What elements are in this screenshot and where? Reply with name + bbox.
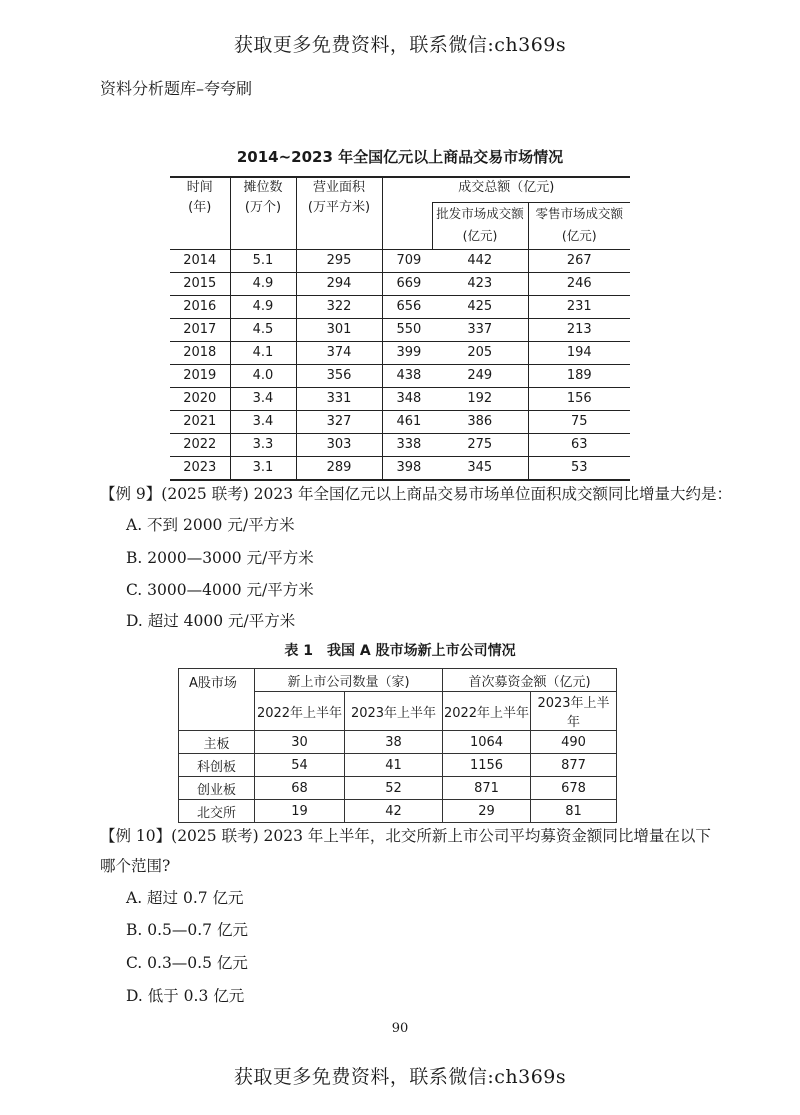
cell-stalls: 4.9	[230, 272, 296, 295]
cell-wholesale: 386	[432, 410, 528, 433]
market-table	[170, 176, 630, 481]
page-number: 90	[391, 1021, 409, 1036]
question10-option-c: C. 0.3—0.5 亿元	[126, 954, 248, 972]
col-time-unit: (年)	[188, 200, 212, 215]
cell-retail: 189	[528, 364, 630, 387]
col-wholesale-label: 批发市场成交额	[436, 206, 524, 221]
question9-option-b: B. 2000—3000 元/平方米	[126, 549, 314, 567]
cell-area: 374	[296, 341, 382, 364]
cell-total: 438	[382, 364, 432, 387]
cell-area: 295	[296, 249, 382, 272]
cell-year: 2023	[170, 456, 230, 480]
market-table-body	[170, 249, 630, 480]
cell-stalls: 5.1	[230, 249, 296, 272]
table-row	[179, 777, 617, 800]
cell-year: 2021	[170, 410, 230, 433]
cell-wholesale: 423	[432, 272, 528, 295]
cell-area: 301	[296, 318, 382, 341]
table-row	[170, 341, 630, 364]
cell-stalls: 4.1	[230, 341, 296, 364]
cell-year: 2016	[170, 295, 230, 318]
col-wholesale-unit: (亿元)	[462, 228, 498, 243]
col-retail-label: 零售市场成交额	[535, 206, 623, 221]
cell-year: 2019	[170, 364, 230, 387]
top-banner: 获取更多免费资料，联系微信:ch369s	[233, 34, 567, 56]
question9-option-c: C. 3000—4000 元/平方米	[126, 581, 314, 599]
question9-stem: 【例 9】(2025 联考) 2023 年全国亿元以上商品交易市场单位面积成交额同比增量大约是：	[100, 485, 733, 503]
cell-count-2022: 30	[255, 731, 345, 754]
cell-stalls: 4.0	[230, 364, 296, 387]
ipo-table-body	[179, 731, 617, 823]
cell-count-2022: 19	[255, 800, 345, 823]
cell-total: 656	[382, 295, 432, 318]
cell-market: 创业板	[179, 777, 255, 800]
col-header-market: A股市场	[179, 669, 255, 731]
cell-total: 669	[382, 272, 432, 295]
col-area-unit: (万平方米)	[307, 200, 371, 215]
cell-wholesale: 192	[432, 387, 528, 410]
table-row	[170, 295, 630, 318]
table2-title: 表 1 我国 A 股市场新上市公司情况	[284, 643, 516, 659]
cell-year: 2014	[170, 249, 230, 272]
cell-retail: 213	[528, 318, 630, 341]
cell-area: 322	[296, 295, 382, 318]
table-row	[170, 272, 630, 295]
cell-area: 289	[296, 456, 382, 480]
table-row	[170, 249, 630, 272]
col-header-stalls	[230, 177, 296, 249]
cell-total: 399	[382, 341, 432, 364]
cell-retail: 156	[528, 387, 630, 410]
cell-funds-2023: 877	[531, 754, 617, 777]
col-time-label: 时间	[186, 180, 213, 195]
col-area-label: 营业面积	[312, 180, 365, 195]
col-header-time	[170, 177, 230, 249]
col-header-funds-2023: 2023年上半年	[531, 692, 617, 731]
cell-stalls: 3.4	[230, 387, 296, 410]
col-header-total-blank	[382, 203, 432, 250]
cell-funds-2022: 1064	[443, 731, 531, 754]
cell-count-2023: 38	[345, 731, 443, 754]
cell-retail: 267	[528, 249, 630, 272]
table-row	[179, 731, 617, 754]
cell-market: 主板	[179, 731, 255, 754]
cell-market: 科创板	[179, 754, 255, 777]
table-row	[170, 364, 630, 387]
question10-stem-line1: 【例 10】(2025 联考) 2023 年上半年，北交所新上市公司平均募资金额同比增量在以下	[100, 827, 711, 845]
cell-area: 356	[296, 364, 382, 387]
cell-retail: 53	[528, 456, 630, 480]
cell-retail: 194	[528, 341, 630, 364]
question10-option-a: A. 超过 0.7 亿元	[126, 889, 244, 907]
cell-count-2022: 54	[255, 754, 345, 777]
cell-year: 2015	[170, 272, 230, 295]
cell-wholesale: 442	[432, 249, 528, 272]
cell-wholesale: 205	[432, 341, 528, 364]
cell-retail: 246	[528, 272, 630, 295]
col-header-retail	[528, 203, 630, 250]
cell-total: 550	[382, 318, 432, 341]
cell-area: 294	[296, 272, 382, 295]
cell-retail: 75	[528, 410, 630, 433]
cell-funds-2022: 871	[443, 777, 531, 800]
col-header-count-2022: 2022年上半年	[255, 692, 345, 731]
table-row	[179, 800, 617, 823]
cell-total: 709	[382, 249, 432, 272]
cell-year: 2022	[170, 433, 230, 456]
cell-total: 338	[382, 433, 432, 456]
cell-funds-2023: 678	[531, 777, 617, 800]
question9-option-a: A. 不到 2000 元/平方米	[126, 516, 295, 534]
cell-total: 461	[382, 410, 432, 433]
cell-wholesale: 275	[432, 433, 528, 456]
cell-funds-2023: 81	[531, 800, 617, 823]
cell-retail: 63	[528, 433, 630, 456]
table-row	[170, 433, 630, 456]
table-row	[170, 410, 630, 433]
question10-stem-line2: 哪个范围?	[100, 857, 171, 875]
cell-market: 北交所	[179, 800, 255, 823]
cell-year: 2018	[170, 341, 230, 364]
cell-total: 348	[382, 387, 432, 410]
cell-stalls: 4.5	[230, 318, 296, 341]
cell-wholesale: 345	[432, 456, 528, 480]
col-header-count-2023: 2023年上半年	[345, 692, 443, 731]
cell-year: 2020	[170, 387, 230, 410]
cell-stalls: 3.1	[230, 456, 296, 480]
col-header-funds: 首次募资金额（亿元)	[443, 669, 617, 692]
table-row	[170, 387, 630, 410]
col-header-count: 新上市公司数量（家)	[255, 669, 443, 692]
cell-stalls: 4.9	[230, 295, 296, 318]
ipo-table	[178, 668, 617, 823]
cell-count-2023: 41	[345, 754, 443, 777]
cell-retail: 231	[528, 295, 630, 318]
page-header: 资料分析题库–夸夸刷	[100, 79, 253, 98]
question9-option-d: D. 超过 4000 元/平方米	[126, 612, 296, 630]
question10-option-b: B. 0.5—0.7 亿元	[126, 921, 248, 939]
cell-funds-2022: 29	[443, 800, 531, 823]
col-header-area	[296, 177, 382, 249]
cell-wholesale: 249	[432, 364, 528, 387]
cell-funds-2023: 490	[531, 731, 617, 754]
cell-count-2023: 52	[345, 777, 443, 800]
col-stalls-label: 摊位数	[243, 180, 283, 195]
col-header-wholesale	[432, 203, 528, 250]
cell-area: 331	[296, 387, 382, 410]
cell-area: 327	[296, 410, 382, 433]
cell-stalls: 3.4	[230, 410, 296, 433]
col-header-funds-2022: 2022年上半年	[443, 692, 531, 731]
table-row	[170, 318, 630, 341]
table1-title: 2014~2023 年全国亿元以上商品交易市场情况	[236, 148, 564, 166]
col-retail-unit: (亿元)	[561, 228, 597, 243]
col-stalls-unit: (万个)	[244, 200, 282, 215]
table-row	[170, 456, 630, 480]
question10-option-d: D. 低于 0.3 亿元	[126, 987, 245, 1005]
bottom-banner: 获取更多免费资料，联系微信:ch369s	[233, 1066, 567, 1088]
cell-wholesale: 425	[432, 295, 528, 318]
table-row	[179, 754, 617, 777]
cell-total: 398	[382, 456, 432, 480]
cell-funds-2022: 1156	[443, 754, 531, 777]
cell-area: 303	[296, 433, 382, 456]
cell-stalls: 3.3	[230, 433, 296, 456]
cell-year: 2017	[170, 318, 230, 341]
col-header-total: 成交总额（亿元)	[382, 177, 630, 203]
cell-count-2023: 42	[345, 800, 443, 823]
cell-count-2022: 68	[255, 777, 345, 800]
cell-wholesale: 337	[432, 318, 528, 341]
